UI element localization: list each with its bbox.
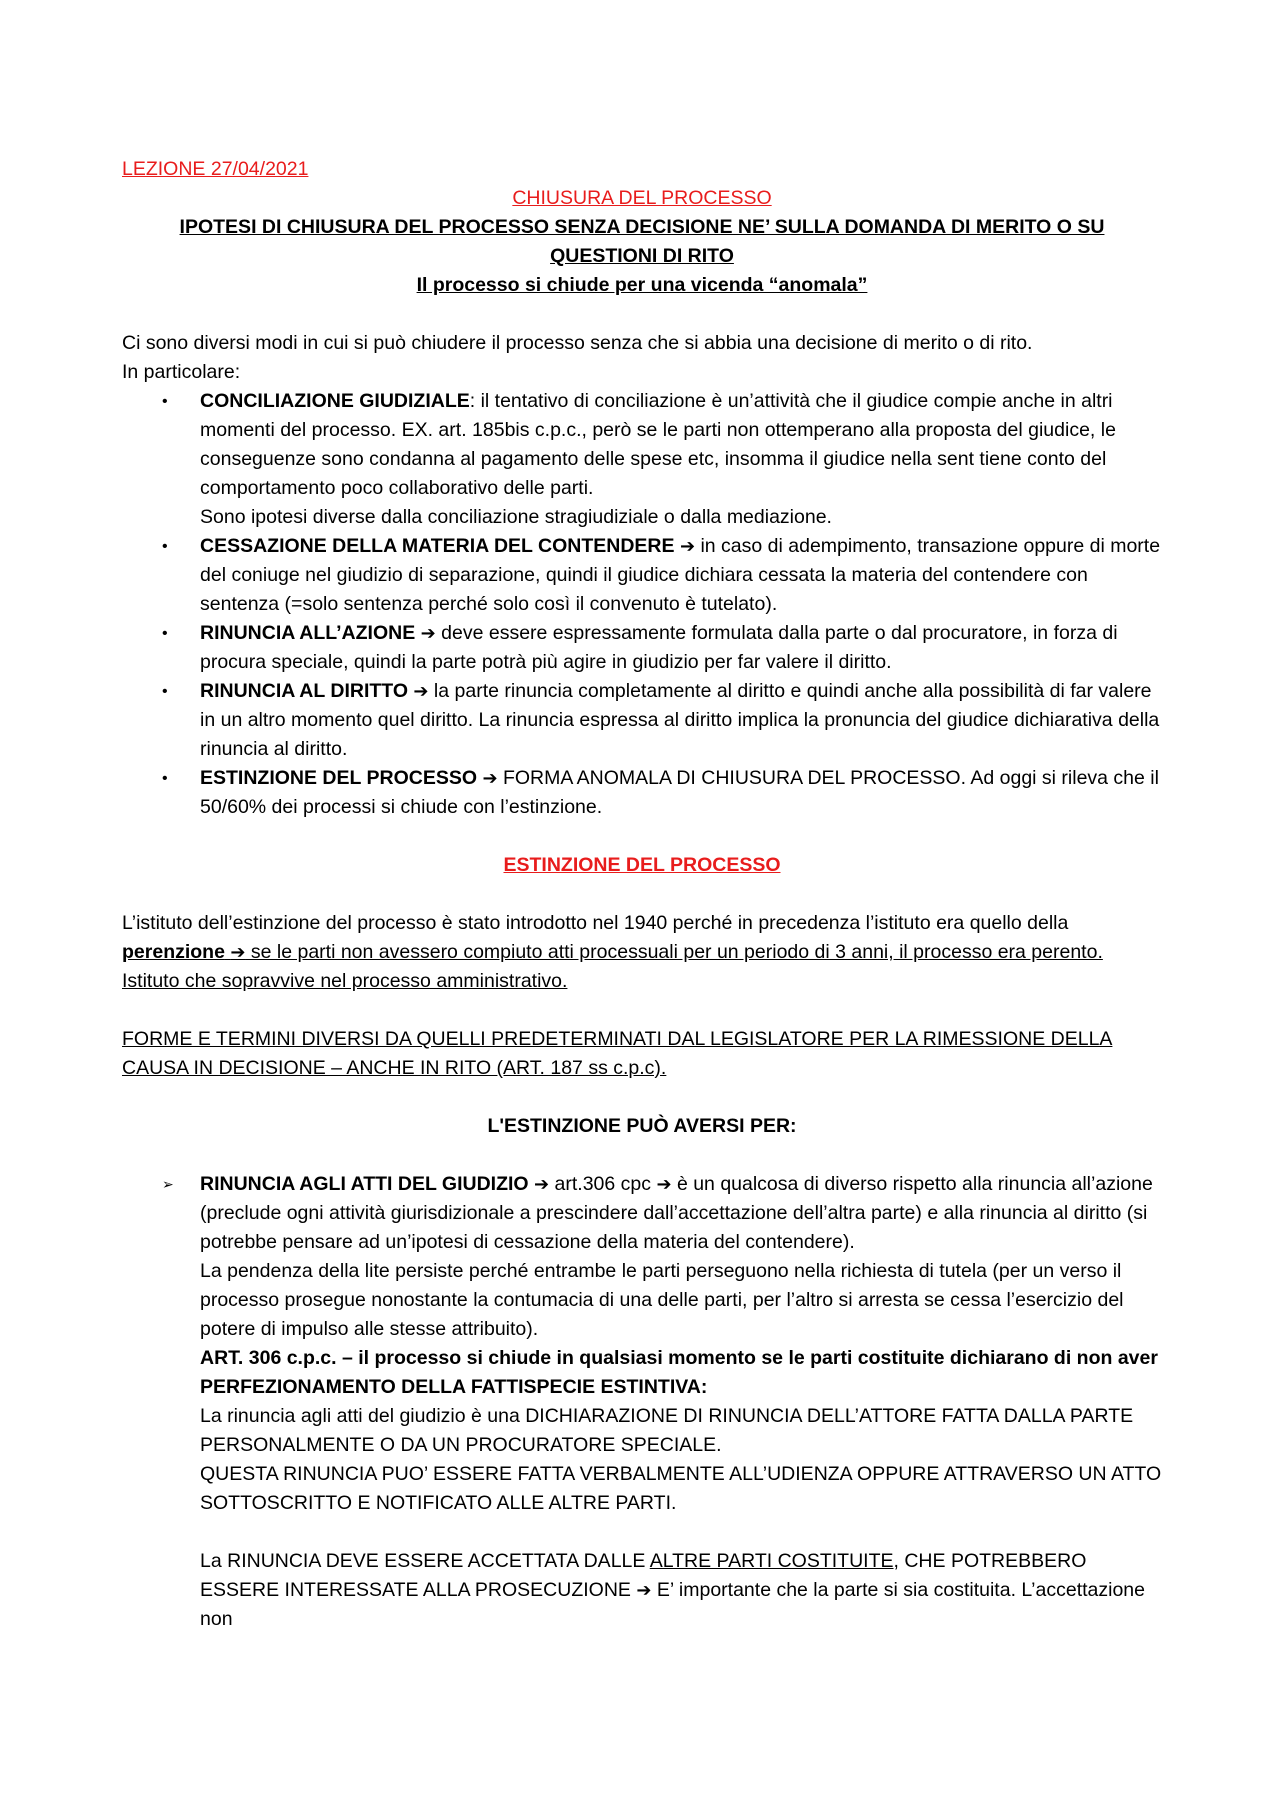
perenzione-term: perenzione xyxy=(122,941,225,963)
item-term: ESTINZIONE DEL PROCESSO xyxy=(200,767,478,789)
forme-termini-paragraph: FORME E TERMINI DIVERSI DA QUELLI PREDETERMINATI DAL LEGISLATORE PER LA RIMESSIONE DELLA CAUSA IN DECISIONE – ANCHE IN RITO (ART. 187 ss c.p.c). xyxy=(122,1028,1113,1079)
item-term: RINUNCIA AL DIRITTO xyxy=(200,680,408,702)
arrowhead-bullet-icon: ➢ xyxy=(162,1176,174,1192)
arrow-icon: ➔ xyxy=(413,681,429,701)
item-extra: Sono ipotesi diverse dalla conciliazione stragiudiziale o dalla mediazione. xyxy=(200,506,832,528)
arrow-icon: ➔ xyxy=(534,1174,550,1194)
subtitle-line-2: QUESTIONI DI RITO xyxy=(550,245,734,267)
list-item xyxy=(122,387,1162,532)
item-text: la parte rinuncia completamente al diritto e quindi anche alla possibilità di far valere in un altro momento quel diritto. La rinuncia espressa al diritto implica la pronuncia del giudice dichiarativa della rinuncia al diritto. xyxy=(200,680,1160,760)
list-item xyxy=(122,532,1162,619)
estinzione-causes-list xyxy=(122,1170,1162,1634)
item-text: FORMA ANOMALA DI CHIUSURA DEL PROCESSO. Ad oggi si rileva che il 50/60% dei processi si chiude con l’estinzione. xyxy=(200,767,1159,818)
arrow-icon: ➔ xyxy=(679,536,696,556)
perfezionamento-p1: La rinuncia agli atti del giudizio è una DICHIARAZIONE DI RINUNCIA DELL’ATTORE FATTA DALLA PARTE PERSONALMENTE O DA UN PROCURATORE SPECIALE. xyxy=(200,1405,1134,1456)
arrow-icon: ➔ xyxy=(636,1580,652,1600)
perfezionamento-p2: QUESTA RINUNCIA PUO’ ESSERE FATTA VERBALMENTE ALL’UDIENZA OPPURE ATTRAVERSO UN ATTO SOTTOSCRITTO E NOTIFICATO ALLE ALTRE PARTI. xyxy=(200,1463,1162,1514)
section-title: CHIUSURA DEL PROCESSO xyxy=(512,187,772,209)
closure-modes-list xyxy=(122,387,1162,822)
item-text: in caso di adempimento, transazione oppure di morte del coniuge nel giudizio di separazione, quindi il giudice dichiara cessata la materia del contendere con sentenza (=solo sentenza perché solo così il convenuto è tutelato). xyxy=(200,535,1161,615)
item-term: RINUNCIA ALL’AZIONE xyxy=(200,622,416,644)
paragraph-start: L’istituto dell’estinzione del processo è stato introdotto nel 1940 perché in precedenza l’istituto era quello della xyxy=(122,912,1069,934)
lesson-date: LEZIONE 27/04/2021 xyxy=(122,158,309,180)
arrow-icon: ➔ xyxy=(656,1174,672,1194)
perenzione-paragraph xyxy=(122,909,1162,996)
list-item xyxy=(122,619,1162,677)
altre-parti-costituite: ALTRE PARTI COSTITUITE xyxy=(649,1550,894,1572)
bullet-icon: • xyxy=(162,538,168,555)
art-306-line: ART. 306 c.p.c. – il processo si chiude in qualsiasi momento se le parti costituite dichiarano di non aver xyxy=(200,1347,1158,1369)
accettazione-mid: , CHE POTREBBERO ESSERE INTERESSATE ALLA PROSECUZIONE xyxy=(200,1550,1087,1601)
item-term: CONCILIAZIONE GIUDIZIALE xyxy=(200,390,470,412)
list-item xyxy=(122,1170,1162,1634)
subtitle-line-1: IPOTESI DI CHIUSURA DEL PROCESSO SENZA DECISIONE NE’ SULLA DOMANDA DI MERITO O SU xyxy=(179,216,1105,238)
arrow-icon: ➔ xyxy=(230,942,246,962)
bullet-icon: • xyxy=(162,393,168,410)
paragraph-rest: se le parti non avessero compiuto atti processuali per un periodo di 3 anni, il processo era perento. Istituto che sopravvive nel processo amministrativo. xyxy=(122,941,1103,992)
item-term: RINUNCIA AGLI ATTI DEL GIUDIZIO xyxy=(200,1173,529,1195)
bullet-icon: • xyxy=(162,770,168,787)
arrow-icon: ➔ xyxy=(482,768,498,788)
pendenza-paragraph: La pendenza della lite persiste perché entrambe le parti perseguono nella richiesta di tutela (per un verso il processo prosegue nonostante la contumacia di una delle parti, per l’altro si arresta se cessa l’esercizio del potere di impulso alle stesse attribuito). xyxy=(200,1260,1124,1340)
list-item xyxy=(122,764,1162,822)
estinzione-can-heading: L'ESTINZIONE PUÒ AVERSI PER: xyxy=(487,1115,797,1137)
intro-line-1: Ci sono diversi modi in cui si può chiudere il processo senza che si abbia una decisione di merito o di rito. xyxy=(122,332,1033,354)
bullet-icon: • xyxy=(162,625,168,642)
document-body xyxy=(122,155,1162,1634)
item-text: è un qualcosa di diverso rispetto alla rinuncia all’azione (preclude ogni attività giurisdizionale a prescindere dall’accettazione dell’altra parte) e alla rinuncia al diritto (si potrebbe pensare ad un’ipotesi di cessazione della materia del contendere). xyxy=(200,1173,1153,1253)
list-item xyxy=(122,677,1162,764)
subtitle-line-3: Il processo si chiude per una vicenda “anomala” xyxy=(416,274,868,296)
estinzione-title: ESTINZIONE DEL PROCESSO xyxy=(503,854,781,876)
bullet-icon: • xyxy=(162,683,168,700)
article-ref: art.306 cpc xyxy=(549,1173,657,1195)
perfezionamento-heading: PERFEZIONAMENTO DELLA FATTISPECIE ESTINTIVA: xyxy=(200,1376,708,1398)
arrow-icon: ➔ xyxy=(420,623,436,643)
accettazione-end: E’ importante che la parte si sia costituita. L’accettazione non xyxy=(200,1579,1145,1630)
item-text: deve essere espressamente formulata dalla parte o dal procuratore, in forza di procura speciale, quindi la parte potrà più agire in giudizio per far valere il diritto. xyxy=(200,622,1118,673)
intro-line-2: In particolare: xyxy=(122,361,241,383)
item-text: : il tentativo di conciliazione è un’attività che il giudice compie anche in altri momenti del processo. EX. art. 185bis c.p.c., però se le parti non ottemperano alla proposta del giudice, le conseguenze sono condanna al pagamento delle spese etc, insomma il giudice nella sent tiene conto del comportamento poco collaborativo delle parti. xyxy=(200,390,1116,499)
accettazione-start: La RINUNCIA DEVE ESSERE ACCETTATA DALLE xyxy=(200,1550,650,1572)
item-term: CESSAZIONE DELLA MATERIA DEL CONTENDERE xyxy=(200,535,675,557)
